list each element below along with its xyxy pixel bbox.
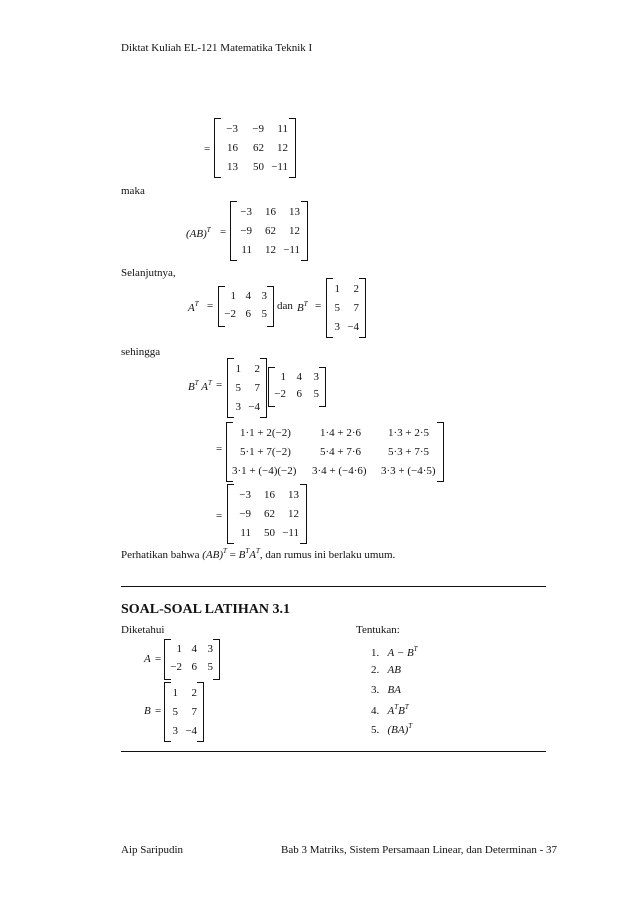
list-item: 4. $A^TB^T$ [371,703,409,717]
matrix-b-transpose: 1 2 5 7 3 −4 [326,278,366,338]
matrix-a-transpose: 1 4 3 −2 6 5 [218,286,274,327]
divider-bottom [121,751,546,752]
divider-top [121,586,546,587]
equals-sign: = [216,510,223,522]
matrix-ab: −3 −9 11 16 62 12 13 50 −11 [214,118,296,178]
btat-label: $B^T$ $A^T$ [188,379,212,393]
list-item: 2. AB [371,664,401,676]
equals-sign: = [220,226,227,238]
equals-sign: = [204,143,211,155]
equals-sign: = [315,300,322,312]
matrix-result: −3 16 13 −9 62 12 11 50 −11 [227,484,307,544]
footer-author: Aip Saripudin [121,844,184,856]
text-dan: dan [277,300,293,312]
equals-sign: = [216,443,223,455]
equals-sign: = [155,705,162,717]
note-text: Perhatikan bahwa $(AB)^T = B^TA^T$, dan rumus ini berlaku umum. [121,547,396,561]
at-label: $A^T$ [188,300,199,314]
matrix-b-label: B [144,705,151,717]
matrix-b: 1 2 5 7 3 −4 [164,682,204,742]
list-item: 3. BA [371,684,401,696]
page-header: Diktat Kuliah EL-121 Matematika Teknik I [121,42,313,54]
equals-sign: = [207,300,214,312]
matrix-a-label: A [144,653,151,665]
text-tentukan: Tentukan: [356,624,400,636]
equals-sign: = [155,653,162,665]
list-item: 5. (BA)$^T$ [371,722,413,736]
matrix-expanded-product: 1·1 + 2(−2) 1·4 + 2·6 1·3 + 2·5 5·1 + 7(−2) 5·4 + 7·6 5·3 + 7·5 3·1 + (−4)(−2) 3·4 + (−4·6) 3·3 + (−4·5) [226,422,444,482]
matrix-a-transpose: 1 4 3 −2 6 5 [268,367,326,407]
section-title: SOAL-SOAL LATIHAN 3.1 [121,602,290,617]
matrix-b-transpose: 1 2 5 7 3 −4 [227,358,267,418]
equals-sign: = [216,379,223,391]
text-diketahui: Diketahui [121,624,165,636]
abt-label: (AB)$^T$ [186,226,211,240]
matrix-ab-transpose: −3 16 13 −9 62 12 11 12 −11 [230,201,308,261]
matrix-a: 1 4 3 −2 6 5 [164,639,220,680]
text-sehingga: sehingga [121,346,161,358]
text-selanjutnya: Selanjutnya, [121,267,176,279]
bt-label: $B^T$ [297,300,308,314]
list-item: 1. $A - B^T$ [371,645,418,659]
footer-chapter: Bab 3 Matriks, Sistem Persamaan Linear, dan Determinan - 37 [281,844,558,856]
text-maka: maka [121,185,145,197]
